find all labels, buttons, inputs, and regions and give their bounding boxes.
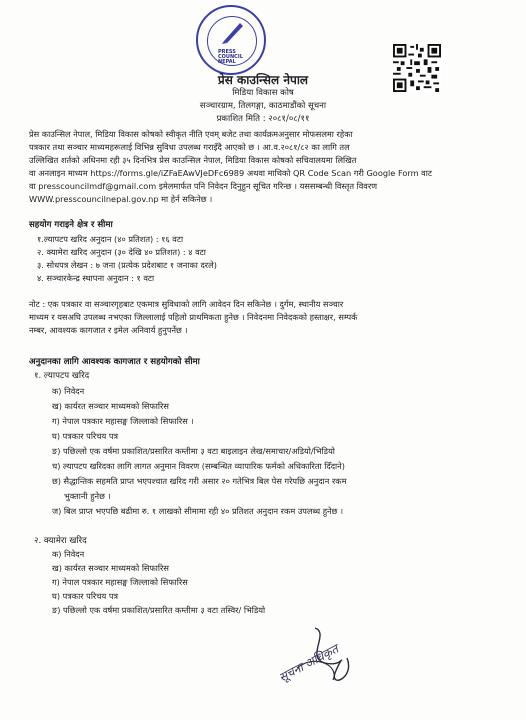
laptop-heading: १. ल्यापटप खरिद	[34, 371, 90, 381]
camera-item: क) निवेदन	[52, 549, 85, 559]
docs-heading: अनुदानका लागि आवश्यक कागजात र सहयोगको सीमा	[29, 357, 200, 367]
support-heading: सहयोग गराइने क्षेत्र र सीमा	[29, 220, 113, 230]
notice-address: सञ्चारग्राम, तिलगङ्गा, काठमाडौंको सूचना	[199, 101, 327, 111]
intro-line-website[interactable]: WWW.presscouncilnepal.gov.np मा हेर्न सकिनेछ ।	[29, 194, 213, 204]
seal-line3: NEPAL	[218, 59, 236, 65]
seal-line2: COUNCIL	[218, 54, 243, 60]
laptop-list	[52, 384, 346, 519]
note-line: नम्बर, आवश्यक कागजात र इमेल अनिवार्य हुनुपर्नेछ ।	[29, 325, 188, 335]
intro-line-email[interactable]: वा presscouncilmdf@gmail.com इमेलमार्फत पनि निवेदन दिनुहुन सूचित गरिन्छ । यससम्बन्धी विस्तृत विवरण	[29, 181, 378, 191]
intro-line-link[interactable]: वा अनलाइन माध्यम https://forms.gle/iZFaEAwVJeDFc6989 अथवा माथिको QR Code Scan गरी Google Form वाट	[29, 168, 432, 178]
camera-item: घ) पत्रकार परिचय पत्र	[52, 591, 119, 601]
laptop-item: क) निवेदन	[52, 386, 85, 396]
camera-item: ख) कार्यरत सञ्चार माध्यमको सिफारिस	[52, 563, 169, 573]
intro-line: प्रेस काउन्सिल नेपाल, मिडिया विकास कोषको स्वीकृत नीति एवम् बजेट तथा कार्यक्रमअनुसार मोफसलमा रहेका	[29, 129, 353, 139]
intro-line: उल्लिखित शर्तको अधिनमा रही ३५ दिनभित्र प्रेस काउन्सिल नेपाल, मिडिया विकास कोषको सचिवालयमा लिखित	[29, 155, 357, 165]
camera-item: ङ) पछिल्लो एक वर्षमा प्रकाशित/प्रसारित कम्तीमा ३ वटा तस्विर/ भिडियो	[52, 605, 266, 615]
laptop-item: ङ) पछिल्लो एक वर्षमा प्रकाशित/प्रसारित कम्तीमा ३ वटा बाइलाइन लेख/समाचार/अडियो/भिडियो	[52, 446, 335, 456]
intro-line: पत्रकार तथा सञ्चार माध्यमहरूलाई विभिन्न सुविधा उपलब्ध गराइँदै आएको छ । आ.व.२०८१/८२ का लागि तल	[29, 142, 350, 152]
camera-heading: २. क्यामेरा खरिद	[34, 536, 87, 546]
support-item: १.ल्यापटप खरिद अनुदान (४० प्रतिशत) : १६ वटा	[37, 234, 184, 244]
intro-paragraph	[29, 128, 507, 206]
laptop-item: छ) सैद्धान्तिक सहमति प्राप्त भएपश्चात खरिद गरी असार २० गतेभित्र बिल पेस गरेपछि अनुदान रकम	[52, 476, 347, 486]
press-council-seal	[196, 5, 266, 75]
support-list	[37, 233, 217, 285]
laptop-item: ख) कार्यरत सञ्चार माध्यमको सिफारिस	[52, 401, 169, 411]
laptop-item: घ) पत्रकार परिचय पत्र	[52, 431, 119, 441]
publish-date: प्रकाशित मिति : २०८१/०८/११	[216, 114, 310, 124]
camera-item: ग) नेपाल पत्रकार महासङ्घ जिल्लाको सिफारिस	[52, 577, 188, 587]
support-item: २. क्यामेरा खरिद अनुदान (३० देखि ४० प्रतिशत) : ४ वटा	[37, 247, 206, 257]
laptop-item: ज) बिल प्राप्त भएपछि बढीमा रु. १ लाखको सीमामा रही ४० प्रतिशत अनुदान रकम उपलब्ध हुनेछ ।	[52, 506, 344, 516]
support-item: ३. सोधपत्र लेखन : ७ जना (प्रत्येक प्रदेशबाट १ जनाका दरले)	[37, 260, 217, 270]
laptop-item-cont: भुक्तानी हुनेछ ।	[64, 491, 111, 501]
fund-name: मिडिया विकास कोष	[232, 88, 294, 98]
page-title: प्रेस काउन्सिल नेपाल	[217, 73, 309, 87]
pen-icon	[220, 19, 246, 45]
note-line: नोट : एक पत्रकार वा सञ्चारगृहबाट एकमात्र सुविधाको लागि आवेदन दिन सकिनेछ । दुर्गम, स्थानीय सञ्चार	[29, 299, 344, 309]
laptop-item: च) ल्यापटप खरिदका लागि लागत अनुमान विवरण (सम्बन्धित व्यापारिक फर्मको अधिकारिता दिँदाने)	[52, 461, 345, 471]
camera-list	[52, 547, 265, 617]
note-line: माध्यम र यसअघि उपलब्ध नभएका जिल्लालाई पहिलो प्राथमिकता हुनेछ । निवेदनमा निवेदकको हस्ताक्षर, सम्पर्क	[29, 312, 358, 322]
laptop-item: ग) नेपाल पत्रकार महासङ्घ जिल्लाको सिफारिस ।	[52, 416, 194, 426]
support-item: ४. सञ्चारकेन्द्र स्थापना अनुदान : १ वटा	[37, 273, 155, 283]
signature-stamp: सूचना अधिकृत	[276, 641, 341, 685]
note-paragraph	[29, 298, 507, 337]
seal-line1: PRESS	[218, 49, 236, 55]
